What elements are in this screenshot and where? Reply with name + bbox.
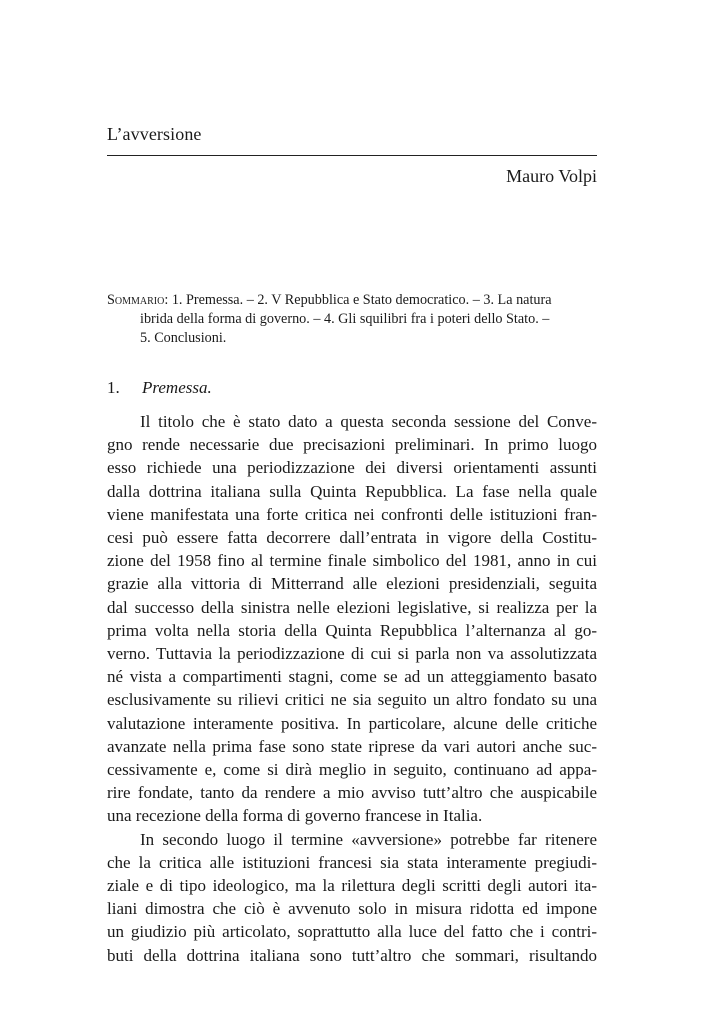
- body-line: esclusivamente su rilievi critici ne sia seguito un altro fondato su una: [107, 690, 597, 710]
- body-line: dalla dottrina italiana sulla Quinta Repubblica. La fase nella quale: [107, 481, 597, 501]
- summary-line-text: : 1. Premessa. – 2. V Repubblica e Stato democratico. – 3. La natura: [164, 292, 552, 308]
- body-line: una recezione della forma di governo francese in Italia.: [107, 806, 483, 826]
- body-line: né vista a compartimenti stagni, come se ad un atteggiamento basato: [107, 667, 597, 687]
- body-line: esso richiede una periodizzazione dei diversi orientamenti assunti: [107, 458, 597, 478]
- body-line: In secondo luogo il termine «avversione» potrebbe far ritenere: [140, 829, 597, 849]
- summary-line: ibrida della forma di governo. – 4. Gli squilibri fra i poteri dello Stato. –: [140, 311, 550, 327]
- body-line: verno. Tuttavia la periodizzazione di cui si parla non va assolutizzata: [107, 644, 597, 664]
- summary-line: [107, 291, 597, 310]
- title-rule: [107, 155, 597, 156]
- section-number: 1.: [107, 378, 120, 397]
- section-title: Premessa.: [142, 378, 212, 397]
- body-line: Il titolo che è stato dato a questa seconda sessione del Conve-: [140, 412, 597, 431]
- body-line: avanzate nella prima fase sono state riprese da vari autori anche suc-: [107, 736, 597, 756]
- body-line: ziale e di tipo ideologico, ma la rilettura degli scritti degli autori ita-: [107, 876, 597, 896]
- body-line: che la critica alle istituzioni francesi sia stata interamente pregiudi-: [107, 852, 597, 872]
- summary-block: [107, 291, 597, 348]
- body-line: cessivamente e, come si dirà meglio in seguito, continuano ad appa-: [107, 760, 597, 780]
- section-heading: [107, 378, 212, 398]
- body-line: grazie alla vittoria di Mitterrand alle elezioni presidenziali, seguita: [107, 574, 597, 594]
- body-line: viene manifestata una forte critica nei confronti delle istituzioni fran-: [107, 504, 597, 524]
- body-line: rire fondate, tanto da rendere a mio avviso tutt’altro che auspicabile: [107, 783, 597, 803]
- summary-label: Sommario: [107, 292, 165, 308]
- body-line: cesi può essere fatta decorrere dall’entrata in vigore della Costitu-: [107, 528, 597, 548]
- body-line: zione del 1958 fino al termine finale simbolico del 1981, anno in cui: [107, 551, 597, 571]
- author-name: Mauro Volpi: [506, 166, 597, 186]
- summary-line: 5. Conclusioni.: [140, 330, 227, 346]
- body-line: valutazione interamente positiva. In particolare, alcune delle critiche: [107, 713, 597, 733]
- body-line: un giudizio più articolato, soprattutto alla luce del fatto che i contri-: [107, 922, 597, 942]
- body-line: gno rende necessarie due precisazioni preliminari. In primo luogo: [107, 435, 597, 455]
- body-line: liani dimostra che ciò è avvenuto solo in misura ridotta ed impone: [107, 899, 597, 919]
- body-line: prima volta nella storia della Quinta Repubblica l’alternanza al go-: [107, 620, 597, 640]
- body-text: [107, 410, 597, 967]
- chapter-title: L’avversione: [107, 124, 202, 144]
- body-line: buti della dottrina italiana sono tutt’altro che sommari, risultando: [107, 945, 597, 965]
- body-line: dal successo della sinistra nelle elezioni legislative, si realizza per la: [107, 597, 597, 617]
